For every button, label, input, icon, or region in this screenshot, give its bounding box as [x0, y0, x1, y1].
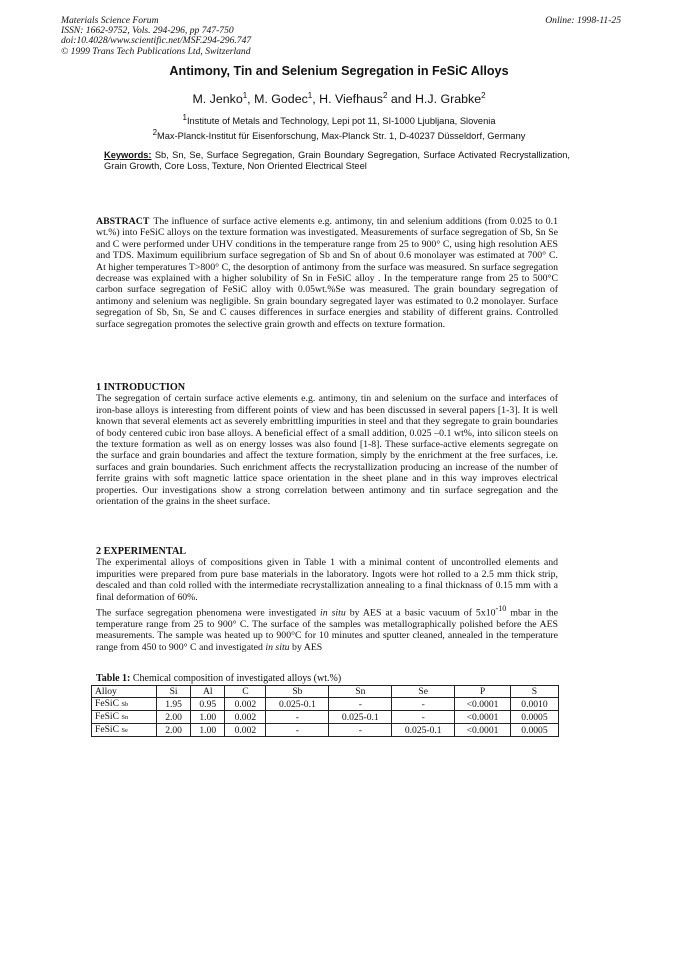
- table-header-cell: Sb: [266, 686, 329, 698]
- emphasis-in-situ: in situ: [265, 641, 290, 653]
- emphasis-in-situ: in situ: [319, 607, 346, 619]
- text-run: mbar in the temperature range from 25 to 900° C. The surface of the samples was metallographically polished before the AES measurements. The sample was heated up to 900°C for 10 minutes and sputter cleaned, annealed in the temperature range from 450 to 900° C and investigated: [96, 607, 559, 653]
- author: [415, 92, 486, 106]
- author-affil-mark: 1: [307, 91, 313, 100]
- table-caption: [96, 673, 341, 684]
- author-name: H. Viefhaus: [319, 92, 383, 107]
- table-cell: -: [392, 698, 455, 711]
- table-header-cell: S: [510, 686, 558, 698]
- table-header-cell: Si: [157, 686, 191, 698]
- table-cell: 2.00: [157, 711, 191, 724]
- table-row: [92, 698, 559, 711]
- table-cell: -: [329, 698, 392, 711]
- affiliation-text: Institute of Metals and Technology, Lepi pot 11, SI-1000 Ljubljana, Slovenia: [186, 116, 496, 127]
- table-cell: 2.00: [157, 724, 191, 737]
- author-separator: ,: [247, 92, 255, 107]
- experimental-section: [96, 546, 558, 653]
- affiliation-2: [61, 128, 617, 141]
- abstract-label: ABSTRACT: [96, 216, 150, 227]
- table-row: [92, 711, 559, 724]
- author-separator: and: [387, 92, 415, 107]
- table-cell: -: [266, 711, 329, 724]
- table-header-cell: Sn: [329, 686, 392, 698]
- introduction-text: The segregation of certain surface active elements e.g. antimony, tin and selenium on the surface and interfaces of iron-base alloys is interesting from different points of view and has been discussed in several papers [1-3]. It is well known that several elements act as severely embrittling impurities in steel and that they segregate to grain boundaries of body centered cubic iron base alloys. A beneficial effect of a small addition, 0.025 –0.1 wt%, into silicon steels on the texture formation as well as on energy losses was also found [1-8]. These surface-active elements segregate on the surface and grain boundaries and affect the texture formation, simply by the enrichment at the free surfaces, i.e. surfaces and grain boundaries. Such enrichment affects the recrystallization producing an increase of the number of ferrite grains with soft magnetic lattice space orientation in the sheet plane and in this way improves electrical properties. Our investigations show a strong correlation between antimony and tin surface segregation and the orientation of the grains in the sheet surface.: [96, 393, 558, 508]
- online-date: Online: 1998-11-25: [545, 15, 621, 26]
- author: [319, 92, 415, 106]
- table-header-cell: Al: [191, 686, 225, 698]
- journal-name: Materials Science Forum: [61, 15, 159, 26]
- affiliation-text: Max-Planck-Institut für Eisenforschung, Max-Planck Str. 1, D-40237 Düsseldorf, Germany: [157, 131, 526, 142]
- table-caption-label: Table 1:: [96, 673, 131, 684]
- author-separator: ,: [312, 92, 320, 107]
- table-header-row: [92, 686, 559, 698]
- introduction-section: [96, 382, 558, 507]
- author-affil-mark: 2: [481, 91, 486, 100]
- keywords-label: Keywords:: [104, 150, 152, 160]
- issn-line: ISSN: 1662-9752, Vols. 294-296, pp 747-750: [61, 25, 234, 37]
- table-cell: 0.0005: [510, 711, 558, 724]
- abstract-text: The influence of surface active elements e.g. antimony, tin and selenium additions (from 0.025 to 0.1 wt.%) into FeSiC alloys on the texture formation was investigated. Measurements of surface segregation of Sb, Sn Se and C were performed under UHV conditions in the temperature range from 25 to 900° C, using high resolution AES and TDS. Maximum equilibrium surface segregation of Sb and Sn of about 0.6 monolayer was estimated at 700° C. At higher temperatures T>800° C, the desorption of antimony from the surface was measured. Sn surface segregation decrease was explained with a higher solubility of Sn in FeSiC alloy . In the temperature range from 25 to 500°C carbon surface segregation of FeSiC alloy with 0.05wt.%Se was measured. The grain boundary segregation of antimony and selenium was negligible. Sn grain boundary segregated layer was estimated to 0.2 monolayer. Surface segregation of Sb, Sn, Se and C causes differences in surface energies and stability of different grains. Controlled surface segregation promotes the selective grain growth and effects on texture formation.: [96, 216, 558, 330]
- table-cell: 1.00: [191, 724, 225, 737]
- table-cell: 0.025-0.1: [329, 711, 392, 724]
- section-heading: 2 EXPERIMENTAL: [96, 546, 187, 557]
- author-affil-mark: 2: [382, 91, 388, 100]
- author-name: M. Godec: [254, 92, 308, 107]
- table-cell: 0.025-0.1: [266, 698, 329, 711]
- text-run: The surface segregation phenomena were investigated: [96, 607, 317, 619]
- author: [254, 92, 319, 106]
- author-list: [61, 91, 617, 106]
- author: [192, 92, 254, 106]
- composition-table: [91, 685, 559, 737]
- paper-title: Antimony, Tin and Selenium Segregation in FeSiC Alloys: [169, 64, 509, 78]
- author-affil-mark: 1: [242, 91, 248, 100]
- publication-header: [61, 16, 621, 57]
- table-cell: -: [266, 724, 329, 737]
- author-name: M. Jenko: [192, 92, 243, 107]
- table-cell: 1.95: [157, 698, 191, 711]
- table-header-cell: Alloy: [92, 686, 157, 698]
- alloy-subscript: Sn: [121, 714, 129, 721]
- table-cell: -: [329, 724, 392, 737]
- alloy-name: FeSiC: [95, 698, 119, 709]
- table-header-cell: P: [455, 686, 511, 698]
- table-cell: 0.025-0.1: [392, 724, 455, 737]
- table-cell: 0.0005: [510, 724, 558, 737]
- table-header-cell: Se: [392, 686, 455, 698]
- experimental-paragraph-2: [96, 603, 558, 653]
- alloy-name: FeSiC: [95, 724, 119, 735]
- exponent: -10: [495, 604, 507, 614]
- alloy-subscript: Sb: [121, 701, 129, 708]
- text-run: by AES: [292, 641, 323, 653]
- table-header-cell: C: [225, 686, 266, 698]
- section-heading: 1 INTRODUCTION: [96, 382, 186, 393]
- table-cell: -: [392, 711, 455, 724]
- affiliation-1: [61, 113, 617, 126]
- table-cell: 1.00: [191, 711, 225, 724]
- affiliation-mark: 1: [182, 113, 187, 122]
- affiliation-mark: 2: [152, 128, 158, 137]
- abstract-section: [96, 216, 558, 330]
- doi-line[interactable]: doi:10.4028/www.scientific.net/MSF.294-296.747: [61, 35, 252, 47]
- table-cell: <0.0001: [455, 711, 511, 724]
- experimental-paragraph-1: The experimental alloys of compositions given in Table 1 with a minimal content of uncontrolled elements and impurities were prepared from pure base materials in the laboratory. Ingots were hot rolled to a 2.5 mm thick strip, descaled and than cold rolled with the intermediate recrystallization annealing to a final thicknass of 0.15 mm with a final deformation of 60%.: [96, 557, 558, 603]
- table-cell: <0.0001: [455, 698, 511, 711]
- table-cell: 0.002: [225, 711, 266, 724]
- author-name: H.J. Grabke: [414, 92, 482, 107]
- table-cell: <0.0001: [455, 724, 511, 737]
- text-run: by AES at a basic vacuum of 5x10: [349, 607, 496, 619]
- copyright-line: © 1999 Trans Tech Publications Ltd, Switzerland: [61, 45, 251, 57]
- table-cell: 0.0010: [510, 698, 558, 711]
- alloy-subscript: Se: [121, 727, 128, 734]
- alloy-name: FeSiC: [95, 711, 119, 722]
- table-cell: 0.95: [191, 698, 225, 711]
- alloy-cell: [92, 698, 157, 711]
- table-row: [92, 724, 559, 737]
- alloy-cell: [92, 711, 157, 724]
- table-cell: 0.002: [225, 698, 266, 711]
- table-cell: 0.002: [225, 724, 266, 737]
- table-caption-text: Chemical composition of investigated alloys (wt.%): [132, 673, 342, 684]
- alloy-cell: [92, 724, 157, 737]
- keywords-block: [104, 150, 570, 172]
- keywords-text: Sb, Sn, Se, Surface Segregation, Grain Boundary Segregation, Surface Activated Recrystallization, Grain Growth, Core Loss, Texture, Non Oriented Electrical Steel: [104, 150, 570, 172]
